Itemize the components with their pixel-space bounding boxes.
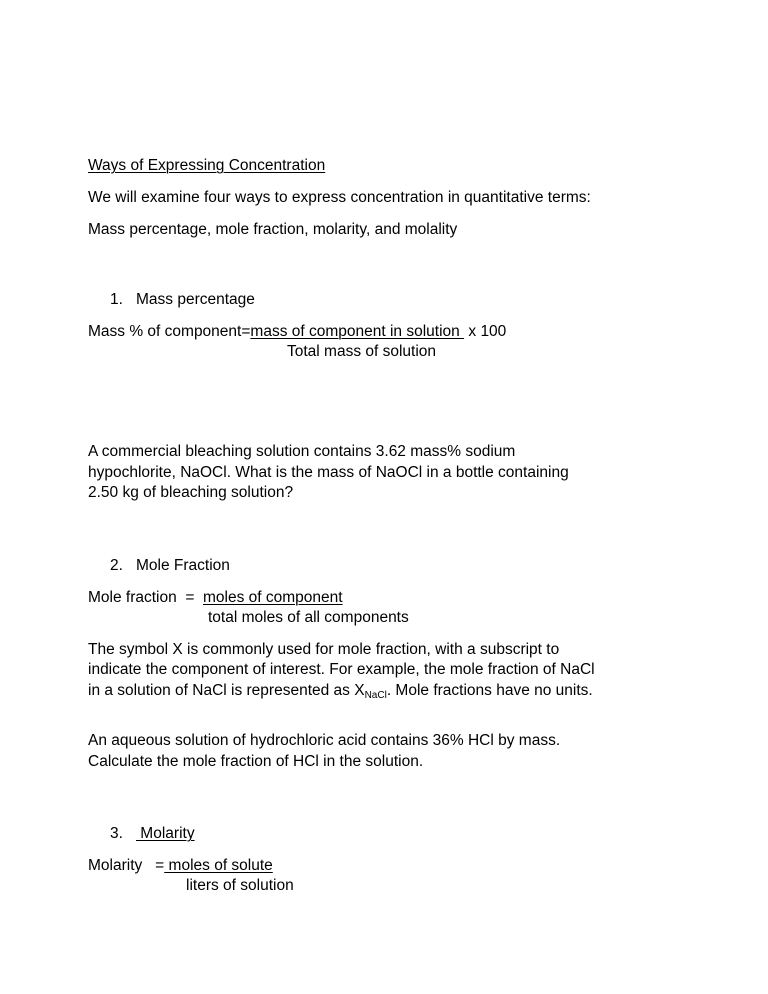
intro-line-2: Mass percentage, mole fraction, molarity, and molality — [88, 221, 458, 238]
formula-3-numerator: moles of solute — [164, 857, 273, 874]
formula-1-numerator: mass of component in solution — [250, 323, 465, 340]
spacer — [88, 576, 688, 588]
explanation-line-3 — [88, 681, 688, 704]
spacer — [88, 362, 688, 414]
formula-3-denominator: liters of solution — [186, 877, 294, 894]
spacer — [88, 246, 688, 290]
problem-2-line-1: An aqueous solution of hydrochloric acid contains 36% HCl by mass. — [88, 732, 561, 749]
formula-2-denominator: total moles of all components — [208, 608, 409, 626]
explanation-line-3-post: . Mole fractions have no units. — [386, 681, 593, 699]
spacer — [88, 504, 688, 556]
problem-1-line-2: hypochlorite, NaOCl. What is the mass of NaOCl in a bottle containing — [88, 463, 569, 481]
problem-2-line-2: Calculate the mole fraction of HCl in the solution. — [88, 752, 424, 770]
formula-2-numerator: moles of component — [203, 588, 343, 606]
explanation-line-2: indicate the component of interest. For example, the mole fraction of NaCl — [88, 661, 595, 678]
document-title — [88, 150, 688, 182]
section-number-3: 3. — [110, 825, 123, 842]
explanation-line-1: The symbol X is commonly used for mole fraction, with a subscript to — [88, 640, 560, 658]
subscript-nacl: NaCl — [364, 689, 387, 701]
intro-line-1: We will examine four ways to express concentration in quantitative terms: — [88, 189, 591, 206]
formula-1-lead: Mass % of component= — [88, 323, 251, 340]
spacer — [88, 703, 688, 731]
document-body — [88, 150, 688, 896]
formula-2-lead: Mole fraction = — [88, 588, 204, 606]
formula-3-numerator-line — [88, 856, 688, 876]
spacer — [88, 414, 688, 442]
problem-1-line-3: 2.50 kg of bleaching solution? — [88, 484, 294, 501]
section-heading-1 — [88, 290, 688, 310]
document-title-text: Ways of Expressing Concentration — [88, 157, 326, 174]
section-heading-3 — [88, 824, 688, 844]
spacer — [88, 628, 688, 640]
section-title-3: Molarity — [136, 825, 195, 842]
explanation-line-3-pre: in a solution of NaCl is represented as X — [88, 681, 365, 699]
formula-2-numerator-line — [88, 588, 688, 608]
spacer — [88, 310, 688, 322]
formula-1-numerator-line — [88, 322, 688, 342]
section-heading-2 — [88, 556, 688, 576]
formula-1-denominator: Total mass of solution — [287, 343, 437, 360]
formula-1-trailing: x 100 — [464, 323, 507, 340]
section-title-2: Mole Fraction — [136, 556, 230, 574]
section-title-1: Mass percentage — [136, 291, 255, 308]
section-number-1: 1. — [110, 291, 123, 308]
spacer — [88, 772, 688, 824]
formula-3-lead: Molarity = — [88, 857, 165, 874]
section-number-2: 2. — [110, 556, 123, 574]
problem-1-line-1: A commercial bleaching solution contains 3.62 mass% sodium — [88, 443, 516, 460]
spacer — [88, 844, 688, 856]
